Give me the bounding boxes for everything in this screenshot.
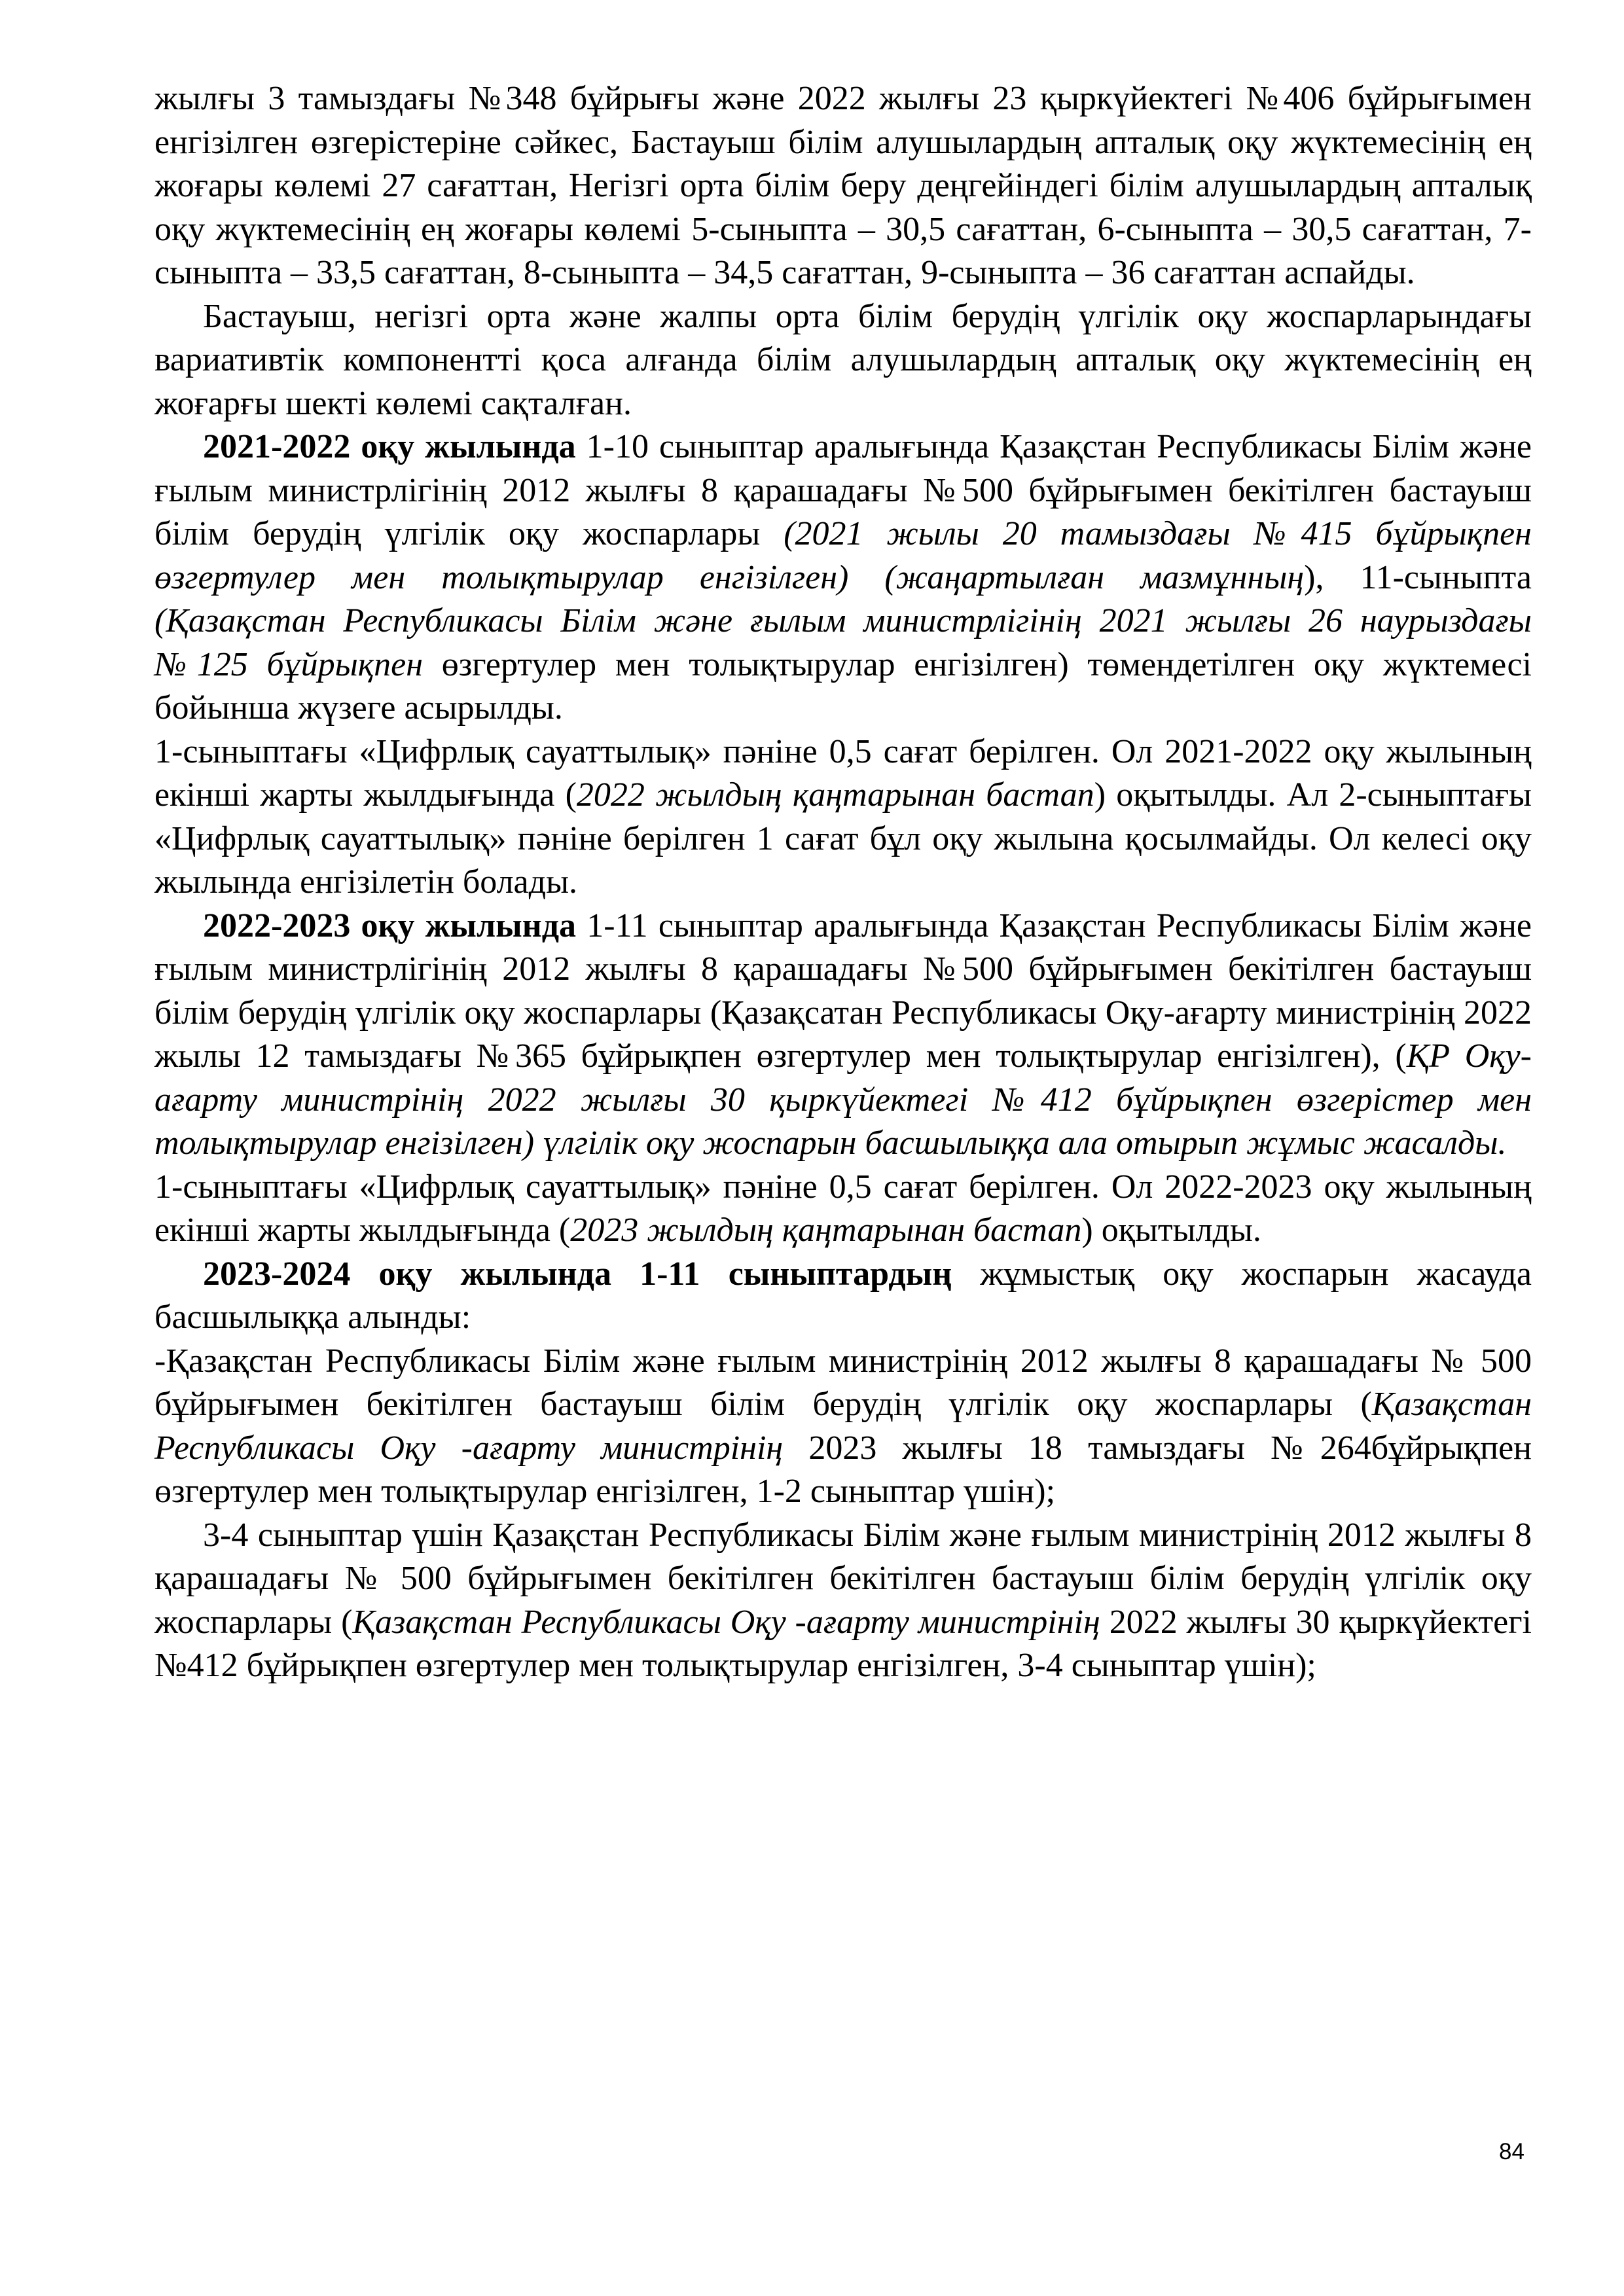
order-reference: (2021 жылы 20 тамыздағы №415 бұйрықпен өзгертулер мен толықтырулар енгізілген) (жаңартылған мазмұнның (154, 515, 1532, 596)
paragraph-2021-2022 (154, 425, 1532, 730)
paragraph-text: 1-сыныптағы «Цифрлық сауаттылық» пәніне 0,5 сағат берілген. Ол 2022-2023 оқу жылының екінші жарты жылдығында ( (154, 1168, 1532, 1249)
ministry-reference: Қазақстан Республикасы Оқу -ағарту министрінің (154, 1386, 1532, 1467)
paragraph-text: жылғы 3 тамыздағы №348 бұйрығы және 2022 жылғы 23 қыркүйектегі №406 бұйрығымен енгізілген өзгерістеріне сәйкес, Бастауыш білім алушылардың апталық оқу жүктемесінің ең жоғары көлемі 27 сағаттан, Негізгі орта білім беру деңгейіндегі білім алушылардың апталық оқу жүктемесінің ең жоғары көлемі 5-сыныпта – 30,5 сағаттан, 6-сыныпта – 30,5 сағаттан, 7-сыныпта – 33,5 сағаттан, 8-сыныпта – 34,5 сағаттан, 9-сыныпта – 36 сағаттан аспайды. (154, 80, 1532, 291)
paragraph-text: 1-11 сыныптар аралығында Қазақстан Республикасы Білім және ғылым министрлігінің 2012 жылғы 8 қарашадағы №500 бұйрығымен бекітілген бастауыш білім берудің үлгілік оқу жоспарлары (Қазақсатан Республикасы Оқу-ағарту министрінің 2022 жылы 12 тамыздағы №365 бұйрықпен өзгертулер мен толықтырулар енгізілген), ( (154, 906, 1532, 1075)
year-heading: 2022-2023 оқу жылында (203, 906, 577, 944)
paragraph-text: ) оқытылды. Ал 2-сыныптағы «Цифрлық сауаттылық» пәніне берілген 1 сағат бұл оқу жылына қосылмайды. Ол келесі оқу жылында енгізілетін болады. (154, 776, 1532, 901)
order-reference: (Қазақстан Республикасы Білім және ғылым министрлігінің 2021 жылғы 26 наурыздағы №125 бұйрықпен (154, 602, 1532, 683)
paragraph-text: 1-10 сыныптар аралығында Қазақстан Республикасы Білім және ғылым министрлігінің 2012 жылғы 8 қарашадағы №500 бұйрығымен бекітілген бастауыш білім берудің үлгілік оқу жоспарлары (154, 428, 1532, 552)
year-heading: 2021-2022 оқу жылында (203, 428, 576, 465)
paragraph-grades-3-4 (154, 1514, 1532, 1688)
paragraph-text: 1-сыныптағы «Цифрлық сауаттылық» пәніне 0,5 сағат берілген. Ол 2021-2022 оқу жылының екінші жарты жылдығында ( (154, 732, 1532, 814)
paragraph-digital-literacy-2022 (154, 730, 1532, 905)
paragraph-text: ), 11-сыныпта (1304, 558, 1532, 596)
paragraph-2022-2023 (154, 905, 1532, 1166)
paragraph-text: 3-4 сыныптар үшін Қазақстан Республикасы Білім және ғылым министрінің 2012 жылғы 8 қарашадағы № 500 бұйрығымен бекітілген бекітілген бастауыш білім берудің үлгілік оқу жоспарлары ( (154, 1516, 1532, 1641)
paragraph-2023-2024 (154, 1253, 1532, 1340)
paragraph-text: өзгертулер мен толықтырулар енгізілген) төмендетілген оқу жүктемесі бойынша жүзеге асырылды. (154, 645, 1532, 726)
paragraph-text: 2022 жылғы 30 қыркүйектегі №412 бұйрықпен өзгертулер мен толықтырулар енгізілген, 3-4 сыныптар үшін); (154, 1603, 1532, 1684)
date-reference: 2022 жылдың қаңтарынан бастап (576, 776, 1094, 814)
date-reference: 2023 жылдың қаңтарынан бастап (570, 1211, 1082, 1249)
paragraph-variative-component (154, 295, 1532, 426)
order-reference: ҚР Оқу-ағарту министрінің 2022 жылғы 30 қыркүйектегі №412 бұйрықпен өзгерістер мен толықтырулар енгізілген) үлгілік оқу жоспарын басшылыққа ала отырып жұмыс жасалды. (154, 1037, 1532, 1162)
paragraph-text: 2023 жылғы 18 тамыздағы №264бұйрықпен өзгертулер мен толықтырулар енгізілген, 1-2 сыныптар үшін); (154, 1429, 1532, 1510)
paragraph-text: Бастауыш, негізгі орта және жалпы орта білім берудің үлгілік оқу жоспарларындағы вариативтік компонентті қоса алғанда білім алушылардың апталық оқу жүктемесінің ең жоғарғы шекті көлемі сақталған. (154, 297, 1532, 422)
paragraph-workload-limits (154, 77, 1532, 295)
ministry-reference: Қазақстан Республикасы Оқу -ағарту министрінің (352, 1603, 1100, 1641)
page-number: 84 (1499, 2139, 1525, 2164)
document-body (154, 77, 1532, 1688)
year-heading: 2023-2024 оқу жылында 1-11 сыныптардың (203, 1255, 952, 1293)
paragraph-digital-literacy-2023 (154, 1166, 1532, 1253)
paragraph-text: жұмыстық оқу жоспарын жасауда басшылыққа алынды: (154, 1255, 1532, 1336)
paragraph-grades-1-2 (154, 1340, 1532, 1514)
paragraph-text: -Қазақстан Республикасы Білім және ғылым министрінің 2012 жылғы 8 қарашадағы № 500 бұйрығымен бекітілген бастауыш білім берудің үлгілік оқу жоспарлары ( (154, 1342, 1532, 1423)
paragraph-text: ) оқытылды. (1081, 1211, 1261, 1249)
